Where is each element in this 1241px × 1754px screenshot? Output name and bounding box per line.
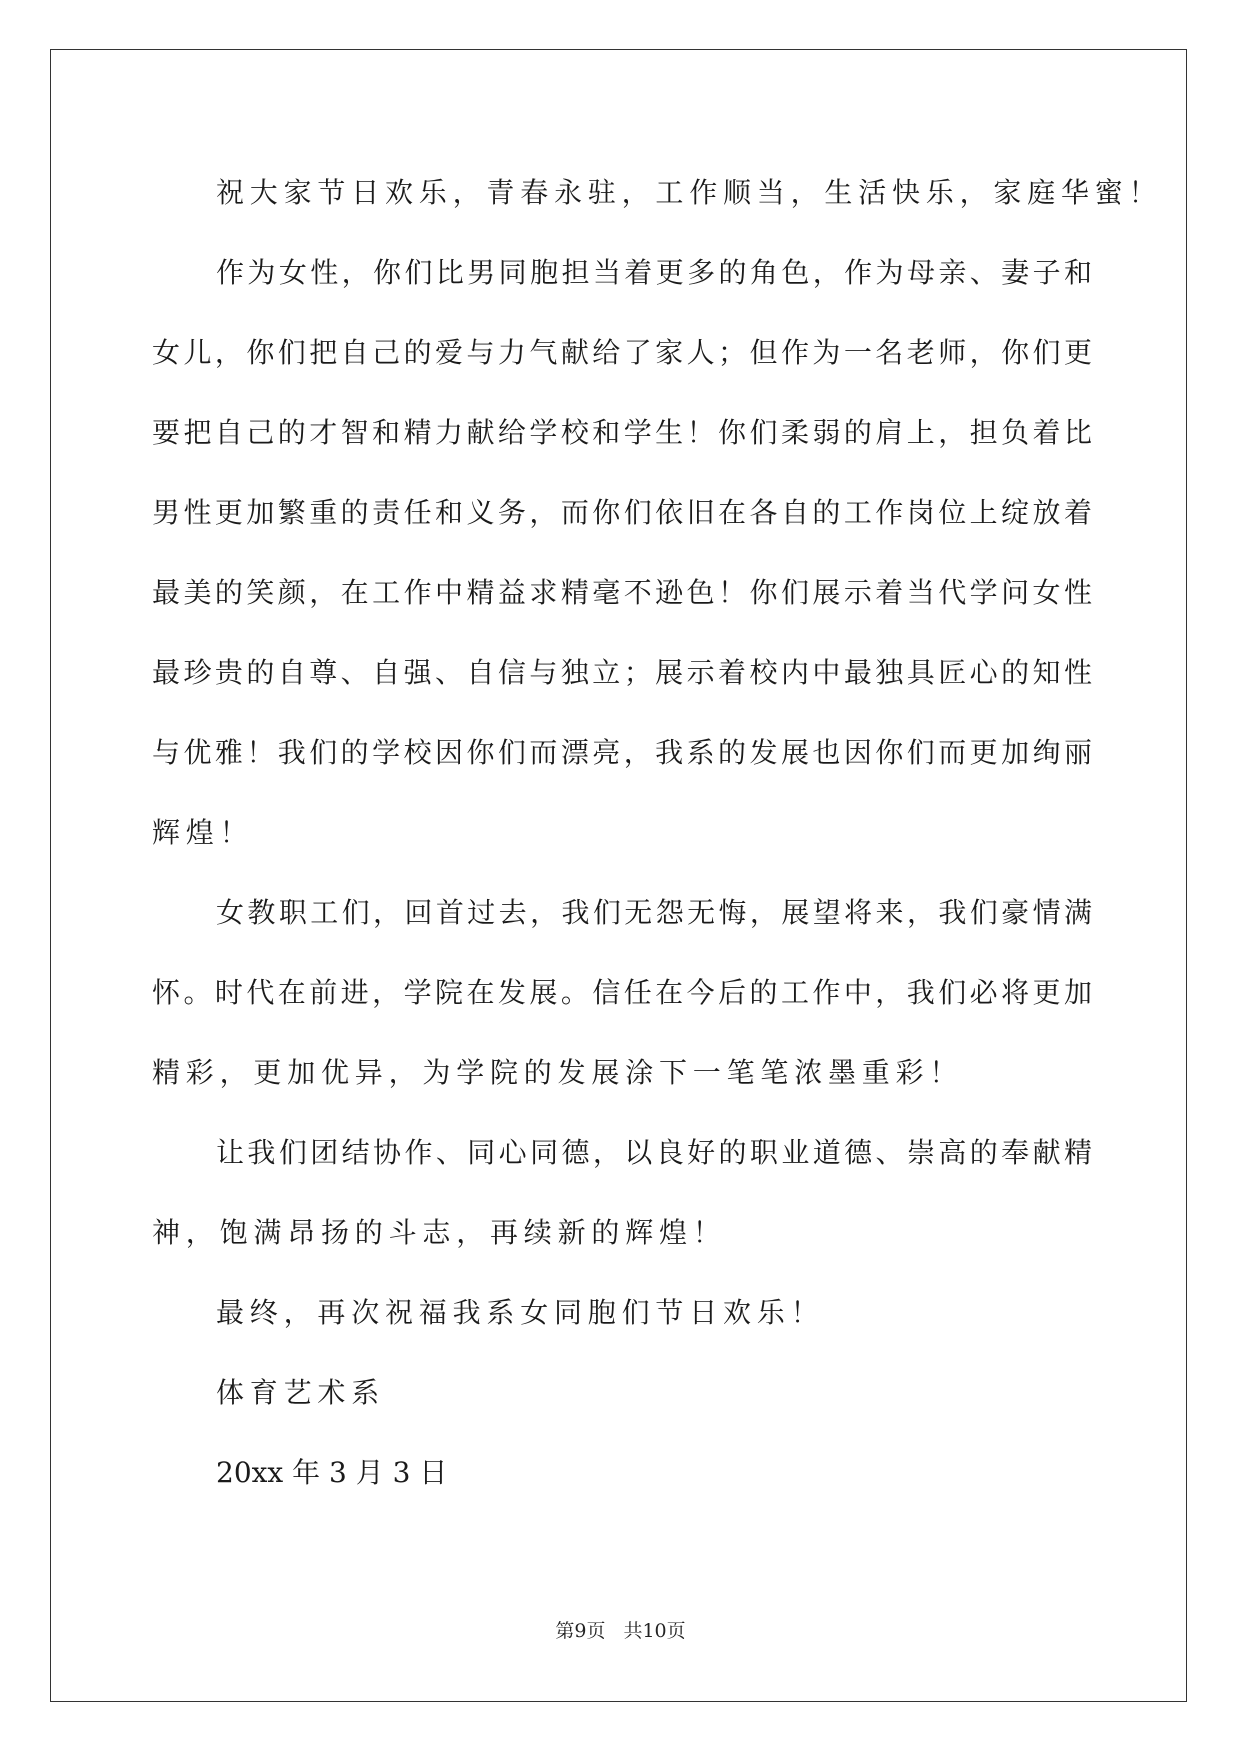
paragraph-line: 女儿，你们把自己的爱与力气献给了家人；但作为一名老师，你们更	[152, 336, 1092, 369]
closing-wish: 最终，再次祝福我系女同胞们节日欢乐！	[216, 1296, 825, 1329]
paragraph-line: 作为女性，你们比男同胞担当着更多的角色，作为母亲、妻子和	[216, 256, 1092, 289]
paragraph-line: 怀。时代在前进，学院在发展。信任在今后的工作中，我们必将更加	[152, 976, 1092, 1009]
paragraph-line: 与优雅！我们的学校因你们而漂亮，我系的发展也因你们而更加绚丽	[152, 736, 1092, 769]
paragraph-line: 最珍贵的自尊、自强、自信与独立；展示着校内中最独具匠心的知性	[152, 656, 1092, 689]
signature-date: 20xx 年 3 月 3 日	[216, 1456, 448, 1489]
paragraph-line: 精彩，更加优异，为学院的发展涂下一笔笔浓墨重彩！	[152, 1056, 964, 1089]
paragraph-line: 辉煌！	[152, 816, 254, 849]
signature-department: 体育艺术系	[216, 1376, 386, 1409]
paragraph-line: 要把自己的才智和精力献给学校和学生！你们柔弱的肩上，担负着比	[152, 416, 1092, 449]
paragraph-line: 神，饱满昂扬的斗志，再续新的辉煌！	[152, 1216, 727, 1249]
paragraph-line: 女教职工们，回首过去，我们无怨无悔，展望将来，我们豪情满	[216, 896, 1092, 929]
page-number: 第9页	[555, 1620, 606, 1642]
paragraph-line: 男性更加繁重的责任和义务，而你们依旧在各自的工作岗位上绽放着	[152, 496, 1092, 529]
greeting-line: 祝大家节日欢乐，青春永驻，工作顺当，生活快乐，家庭华蜜！	[216, 176, 1163, 209]
page-footer	[0, 1618, 1241, 1644]
page-total: 共10页	[623, 1620, 686, 1642]
paragraph-line: 让我们团结协作、同心同德，以良好的职业道德、崇高的奉献精	[216, 1136, 1092, 1169]
paragraph-line: 最美的笑颜，在工作中精益求精毫不逊色！你们展示着当代学问女性	[152, 576, 1092, 609]
document-body	[152, 164, 1163, 1524]
